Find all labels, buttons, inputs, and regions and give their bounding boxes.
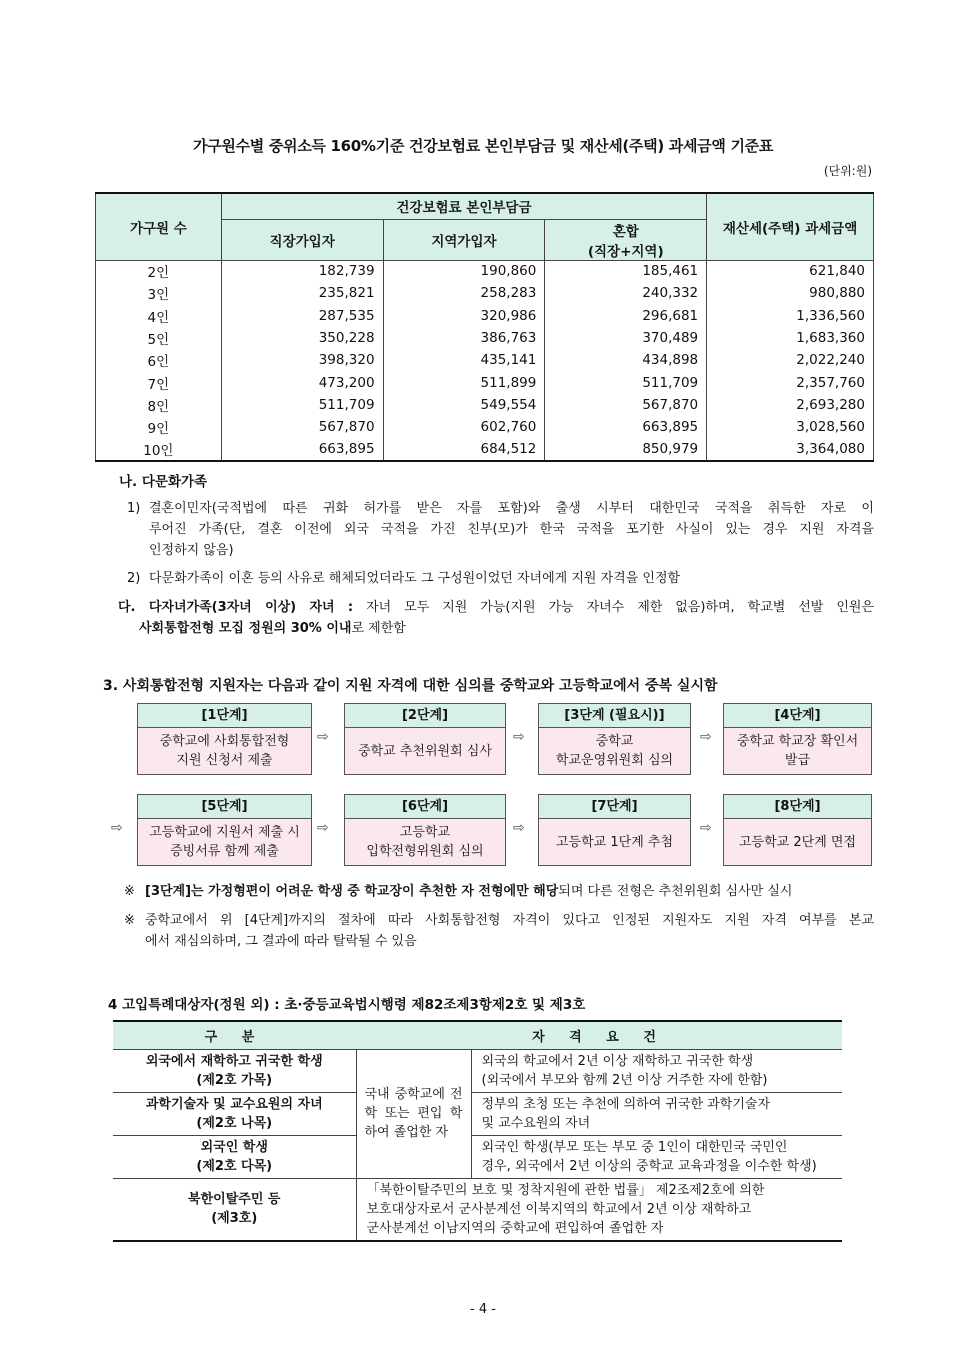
step-box-2: [344, 703, 506, 775]
health-insurance-table: [95, 192, 874, 462]
header-property-tax: 재산세(주택) 과세금액: [707, 193, 874, 260]
note-1: [3단계]는 가정형편이 어려운 학생 중 학교장이 추천한 자 전형에만 해당되며 다른 전형은 추천위원회 심사만 실시: [145, 884, 793, 899]
flow-arrow-icon: ⇨: [317, 820, 329, 836]
family-count-cell: 9인: [96, 416, 222, 438]
na2-text: 다문화가족이 이혼 등의 사유로 해체되었더라도 그 구성원이었던 자녀에게 지원 자격을 인정함: [149, 571, 681, 586]
row3-category: 외국인 학생 (제2호 다목): [113, 1135, 356, 1178]
table-row: [96, 260, 874, 282]
step-body: 중학교에 사회통합전형 지원 신청서 제출: [138, 728, 311, 774]
table-row: [96, 305, 874, 327]
flow-arrow-icon: ⇨: [317, 729, 329, 745]
family-count-cell: 7인: [96, 371, 222, 393]
row2-requirement: 정부의 초청 또는 추천에 의하여 귀국한 과학기술자 및 교수요원의 자녀: [471, 1092, 842, 1135]
na1-num: 1): [127, 501, 141, 516]
step-body: 고등학교 2단계 면접: [724, 819, 871, 865]
unit-label: (단위:원): [823, 164, 872, 178]
value-cell: 2,693,280: [707, 394, 874, 416]
flow-arrow-icon: ⇨: [111, 820, 123, 836]
value-cell: 398,320: [221, 349, 383, 371]
value-cell: 350,228: [221, 327, 383, 349]
header-category: 구 분: [113, 1021, 356, 1049]
step-head: [5단계]: [138, 795, 311, 819]
value-cell: 287,535: [221, 305, 383, 327]
flow-arrow-icon: ⇨: [700, 729, 712, 745]
value-cell: 435,141: [383, 349, 545, 371]
row1-requirement: 외국의 학교에서 2년 이상 재학하고 귀국한 학생 (외국에서 부모와 함께 2년 이상 거주한 자에 한함): [471, 1049, 842, 1092]
section-na-heading: 나. 다문화가족: [119, 474, 208, 490]
value-cell: 511,709: [545, 371, 707, 393]
value-cell: 434,898: [545, 349, 707, 371]
value-cell: 549,554: [383, 394, 545, 416]
value-cell: 258,283: [383, 282, 545, 304]
row3-requirement: 외국인 학생(부모 또는 부모 중 1인이 대한민국 국민인 경우, 외국에서 2년 이상의 중학교 교육과정을 이수한 학생): [471, 1135, 842, 1178]
step-box-5: [137, 794, 312, 866]
value-cell: 3,028,560: [707, 416, 874, 438]
header-requirements: 자 격 요 건: [356, 1021, 842, 1049]
table-row: [96, 349, 874, 371]
step-head: [3단계 (필요시)]: [539, 704, 690, 728]
na1-line2: 루어진 가족(단, 결혼 이전에 외국 국적을 가진 친부(모)가 한국 국적을 포기한 사실이 있는 경우 지원 자격을: [149, 522, 874, 537]
table-row: [96, 282, 874, 304]
value-cell: 684,512: [383, 438, 545, 460]
value-cell: 2,022,240: [707, 349, 874, 371]
value-cell: 3,364,080: [707, 438, 874, 460]
step-box-1: [137, 703, 312, 775]
value-cell: 511,709: [221, 394, 383, 416]
flow-arrow-icon: ⇨: [513, 820, 525, 836]
section-3-heading: 3. 사회통합전형 지원자는 다음과 같이 지원 자격에 대한 심의를 중학교와 고등학교에서 중복 실시함: [103, 678, 718, 694]
family-count-cell: 10인: [96, 438, 222, 460]
value-cell: 567,870: [221, 416, 383, 438]
header-regional: 지역가입자: [383, 219, 545, 260]
note-2-line1: 중학교에서 위 [4단계]까지의 절차에 따라 사회통합전형 자격이 있다고 인정된 지원자도 지원 자격 여부를 본교: [145, 913, 874, 928]
step-head: [2단계]: [345, 704, 505, 728]
step-head: [8단계]: [724, 795, 871, 819]
flow-arrow-icon: ⇨: [700, 820, 712, 836]
note-2-line2: 에서 재심의하며, 그 결과에 따라 탈락될 수 있음: [145, 934, 417, 949]
step-body: 고등학교 1단계 추첨: [539, 819, 690, 865]
step-box-8: [723, 794, 872, 866]
row1-category: 외국에서 재학하고 귀국한 학생 (제2호 가목): [113, 1049, 356, 1092]
page-title: 가구원수별 중위소득 160%기준 건강보험료 본인부담금 및 재산세(주택) 과세금액 기준표: [192, 137, 774, 155]
family-count-cell: 5인: [96, 327, 222, 349]
step-head: [1단계]: [138, 704, 311, 728]
value-cell: 185,461: [545, 260, 707, 282]
common-requirement: 국내 중학교에 전학 또는 편입 학하여 졸업한 자: [356, 1049, 471, 1178]
step-box-7: [538, 794, 691, 866]
step-head: [4단계]: [724, 704, 871, 728]
note-mark-2: ※: [124, 913, 135, 928]
na1-line3: 인정하지 않음): [149, 543, 234, 558]
family-count-cell: 4인: [96, 305, 222, 327]
header-workplace: 직장가입자: [221, 219, 383, 260]
value-cell: 473,200: [221, 371, 383, 393]
step-box-3: [538, 703, 691, 775]
header-family-count: 가구원 수: [96, 193, 222, 260]
da-line1: 다. 다자녀가족(3자녀 이상) 자녀 : 자녀 모두 지원 가능(지원 가능 자녀수 제한 없음)하며, 학교별 선발 인원은: [118, 600, 874, 615]
value-cell: 190,860: [383, 260, 545, 282]
step-head: [7단계]: [539, 795, 690, 819]
family-count-cell: 3인: [96, 282, 222, 304]
step-body: 중학교 추천위원회 심사: [345, 728, 505, 774]
special-admission-table: [113, 1020, 842, 1242]
value-cell: 182,739: [221, 260, 383, 282]
row4-category: 북한이탈주민 등 (제3호): [113, 1178, 356, 1241]
table-row: [96, 416, 874, 438]
step-head: [6단계]: [345, 795, 505, 819]
value-cell: 386,763: [383, 327, 545, 349]
step-box-6: [344, 794, 506, 866]
table-row: [96, 438, 874, 460]
value-cell: 850,979: [545, 438, 707, 460]
value-cell: 663,895: [221, 438, 383, 460]
header-mixed: 혼합 (직장+지역): [545, 219, 707, 260]
family-count-cell: 8인: [96, 394, 222, 416]
value-cell: 663,895: [545, 416, 707, 438]
value-cell: 370,489: [545, 327, 707, 349]
flow-arrow-icon: ⇨: [513, 729, 525, 745]
value-cell: 567,870: [545, 394, 707, 416]
family-count-cell: 6인: [96, 349, 222, 371]
value-cell: 602,760: [383, 416, 545, 438]
value-cell: 296,681: [545, 305, 707, 327]
note-mark-1: ※: [124, 884, 135, 899]
table-row: [96, 394, 874, 416]
value-cell: 980,880: [707, 282, 874, 304]
value-cell: 1,683,360: [707, 327, 874, 349]
value-cell: 511,899: [383, 371, 545, 393]
section-4-heading: 4 고입특례대상자(정원 외) : 초·중등교육법시행령 제82조제3항제2호 및 제3호: [108, 997, 586, 1013]
value-cell: 320,986: [383, 305, 545, 327]
step-body: 고등학교 입학전형위원회 심의: [345, 819, 505, 865]
na1-line1: 결혼이민자(국적법에 따른 귀화 허가를 받은 자를 포함)와 출생 시부터 대한민국 국적을 취득한 자로 이: [149, 501, 874, 516]
table-row: [96, 371, 874, 393]
step-body: 중학교 학교장 확인서 발급: [724, 728, 871, 774]
value-cell: 235,821: [221, 282, 383, 304]
value-cell: 621,840: [707, 260, 874, 282]
step-body: 고등학교에 지원서 제출 시 증빙서류 함께 제출: [138, 819, 311, 865]
step-box-4: [723, 703, 872, 775]
row4-requirement: 「북한이탈주민의 보호 및 정착지원에 관한 법률」 제2조제2호에 의한 보호대상자로서 군사분계선 이북지역의 학교에서 2년 이상 재학하고 군사분계선 이남지역의 중학교에 편입하여 졸업한 자: [356, 1178, 842, 1241]
value-cell: 2,357,760: [707, 371, 874, 393]
table-row: [96, 327, 874, 349]
da-line2: 사회통합전형 모집 정원의 30% 이내로 제한함: [139, 621, 406, 636]
value-cell: 1,336,560: [707, 305, 874, 327]
step-body: 중학교 학교운영위원회 심의: [539, 728, 690, 774]
header-health-insurance: 건강보험료 본인부담금: [221, 193, 706, 219]
row2-category: 과학기술자 및 교수요원의 자녀 (제2호 나목): [113, 1092, 356, 1135]
na2-num: 2): [127, 571, 141, 586]
page-number: - 4 -: [470, 1302, 496, 1317]
value-cell: 240,332: [545, 282, 707, 304]
family-count-cell: 2인: [96, 260, 222, 282]
